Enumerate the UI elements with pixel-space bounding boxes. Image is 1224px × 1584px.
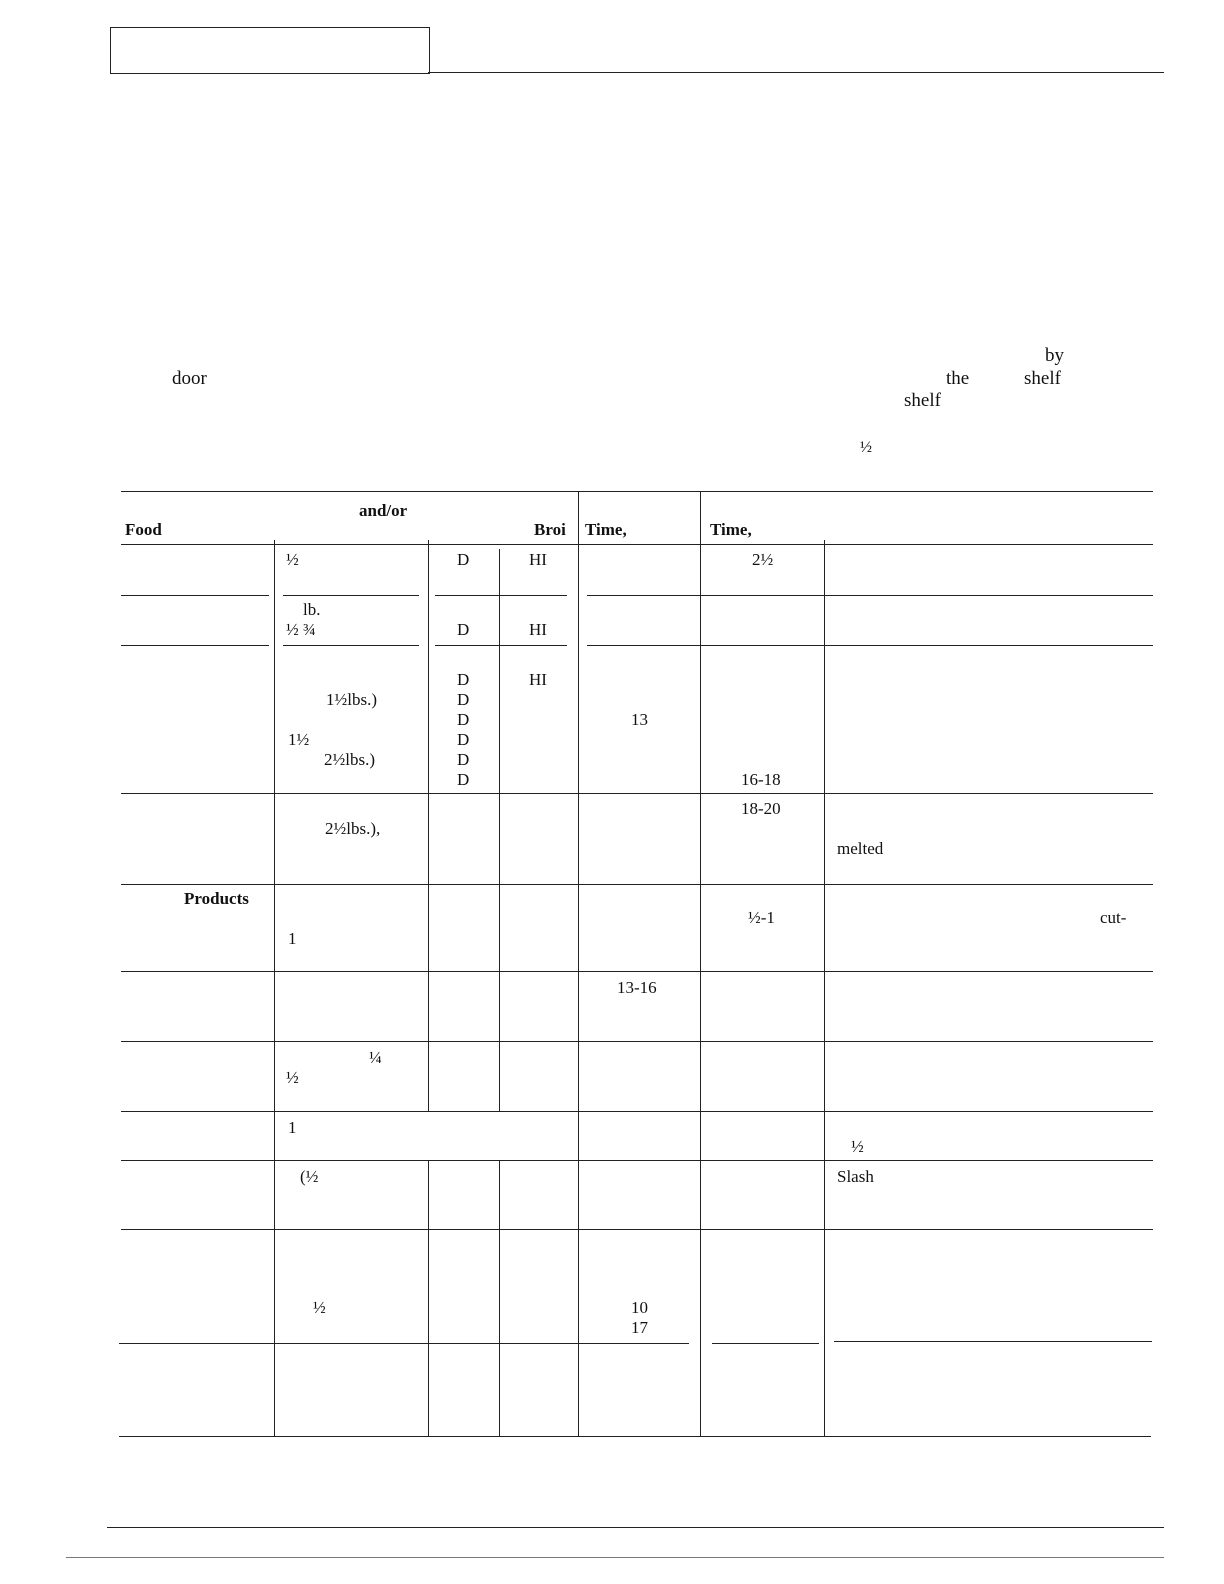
row-rule	[587, 645, 1153, 646]
cell-position: D	[457, 750, 470, 769]
row-rule	[121, 1041, 1153, 1042]
header-broil: Broi	[534, 520, 566, 539]
cell-amount: (½	[300, 1167, 319, 1186]
header-rule	[428, 72, 1164, 73]
cell-setting: HI	[529, 620, 547, 639]
cell-amount: ½	[286, 1068, 299, 1087]
cell-position: D	[457, 620, 470, 639]
row-rule	[435, 595, 567, 596]
cell-setting: HI	[529, 550, 547, 569]
cell-amount: 2½lbs.)	[324, 750, 375, 769]
intro-door: door	[172, 368, 207, 389]
cell-setting: HI	[529, 670, 547, 689]
row-rule	[121, 884, 1153, 885]
row-rule	[712, 1343, 819, 1344]
row-rule	[283, 595, 419, 596]
col-rule	[824, 540, 825, 1436]
row-rule	[283, 645, 419, 646]
col-rule	[428, 540, 429, 1111]
cell-time: ½-1	[748, 908, 775, 927]
cell-time: 17	[631, 1318, 648, 1337]
footer-rule-bottom	[66, 1557, 1164, 1558]
row-rule	[121, 595, 269, 596]
table-top-rule	[121, 491, 1153, 492]
header-time-1: Time,	[585, 520, 627, 539]
row-rule	[435, 645, 567, 646]
cell-amount: 1	[288, 929, 297, 948]
cell-time: 18-20	[741, 799, 781, 818]
row-rule	[121, 1229, 1153, 1230]
cell-amount: 1½lbs.)	[326, 690, 377, 709]
cell-position: D	[457, 710, 470, 729]
cell-amount: 1	[288, 1118, 297, 1137]
row-rule	[121, 1111, 1153, 1112]
cell-position: D	[457, 770, 470, 789]
col-rule	[700, 491, 701, 1436]
cell-position: D	[457, 690, 470, 709]
cell-time: 13-16	[617, 978, 657, 997]
cell-amount: ¼	[369, 1048, 382, 1067]
cell-comment: ½	[851, 1137, 864, 1156]
col-rule	[499, 549, 500, 1111]
cell-amount: ½ ¾	[286, 620, 316, 639]
row-rule	[834, 1341, 1152, 1342]
intro-the: the	[946, 368, 970, 389]
cell-amount: 2½lbs.),	[325, 819, 381, 838]
header-time-2: Time,	[710, 520, 752, 539]
row-rule	[121, 971, 1153, 972]
col-rule	[578, 491, 579, 1436]
cell-amount: 1½	[288, 730, 310, 749]
intro-by: by	[1045, 345, 1064, 366]
row-rule	[119, 1343, 689, 1344]
col-rule	[499, 1160, 500, 1436]
table-bottom-rule	[119, 1436, 1151, 1437]
cell-food: Products	[184, 889, 249, 908]
row-rule	[121, 1160, 1153, 1161]
footer-rule	[107, 1527, 1164, 1528]
cell-position: D	[457, 670, 470, 689]
col-rule	[274, 540, 275, 1436]
header-food: Food	[125, 520, 162, 539]
cell-comment: Slash	[837, 1167, 874, 1186]
cell-comment: melted	[837, 839, 884, 858]
cell-amount: ½	[313, 1298, 326, 1317]
cell-time: 13	[631, 710, 648, 729]
cell-time: 16-18	[741, 770, 781, 789]
intro-half: ½	[860, 439, 872, 456]
intro-shelf: shelf	[1024, 368, 1061, 389]
cell-time: 10	[631, 1298, 648, 1317]
table-header-rule	[121, 544, 1153, 545]
row-rule	[121, 645, 269, 646]
cell-amount: lb.	[303, 600, 321, 619]
header-box	[110, 27, 430, 74]
row-rule	[587, 595, 1153, 596]
cell-comment: cut-	[1100, 908, 1127, 927]
row-rule	[121, 793, 1153, 794]
cell-position: D	[457, 730, 470, 749]
cell-time: 2½	[752, 550, 774, 569]
header-and-or: and/or	[359, 501, 408, 520]
intro-shelf-2: shelf	[904, 390, 941, 411]
col-rule	[428, 1160, 429, 1436]
cell-amount: ½	[286, 550, 299, 569]
cell-position: D	[457, 550, 470, 569]
